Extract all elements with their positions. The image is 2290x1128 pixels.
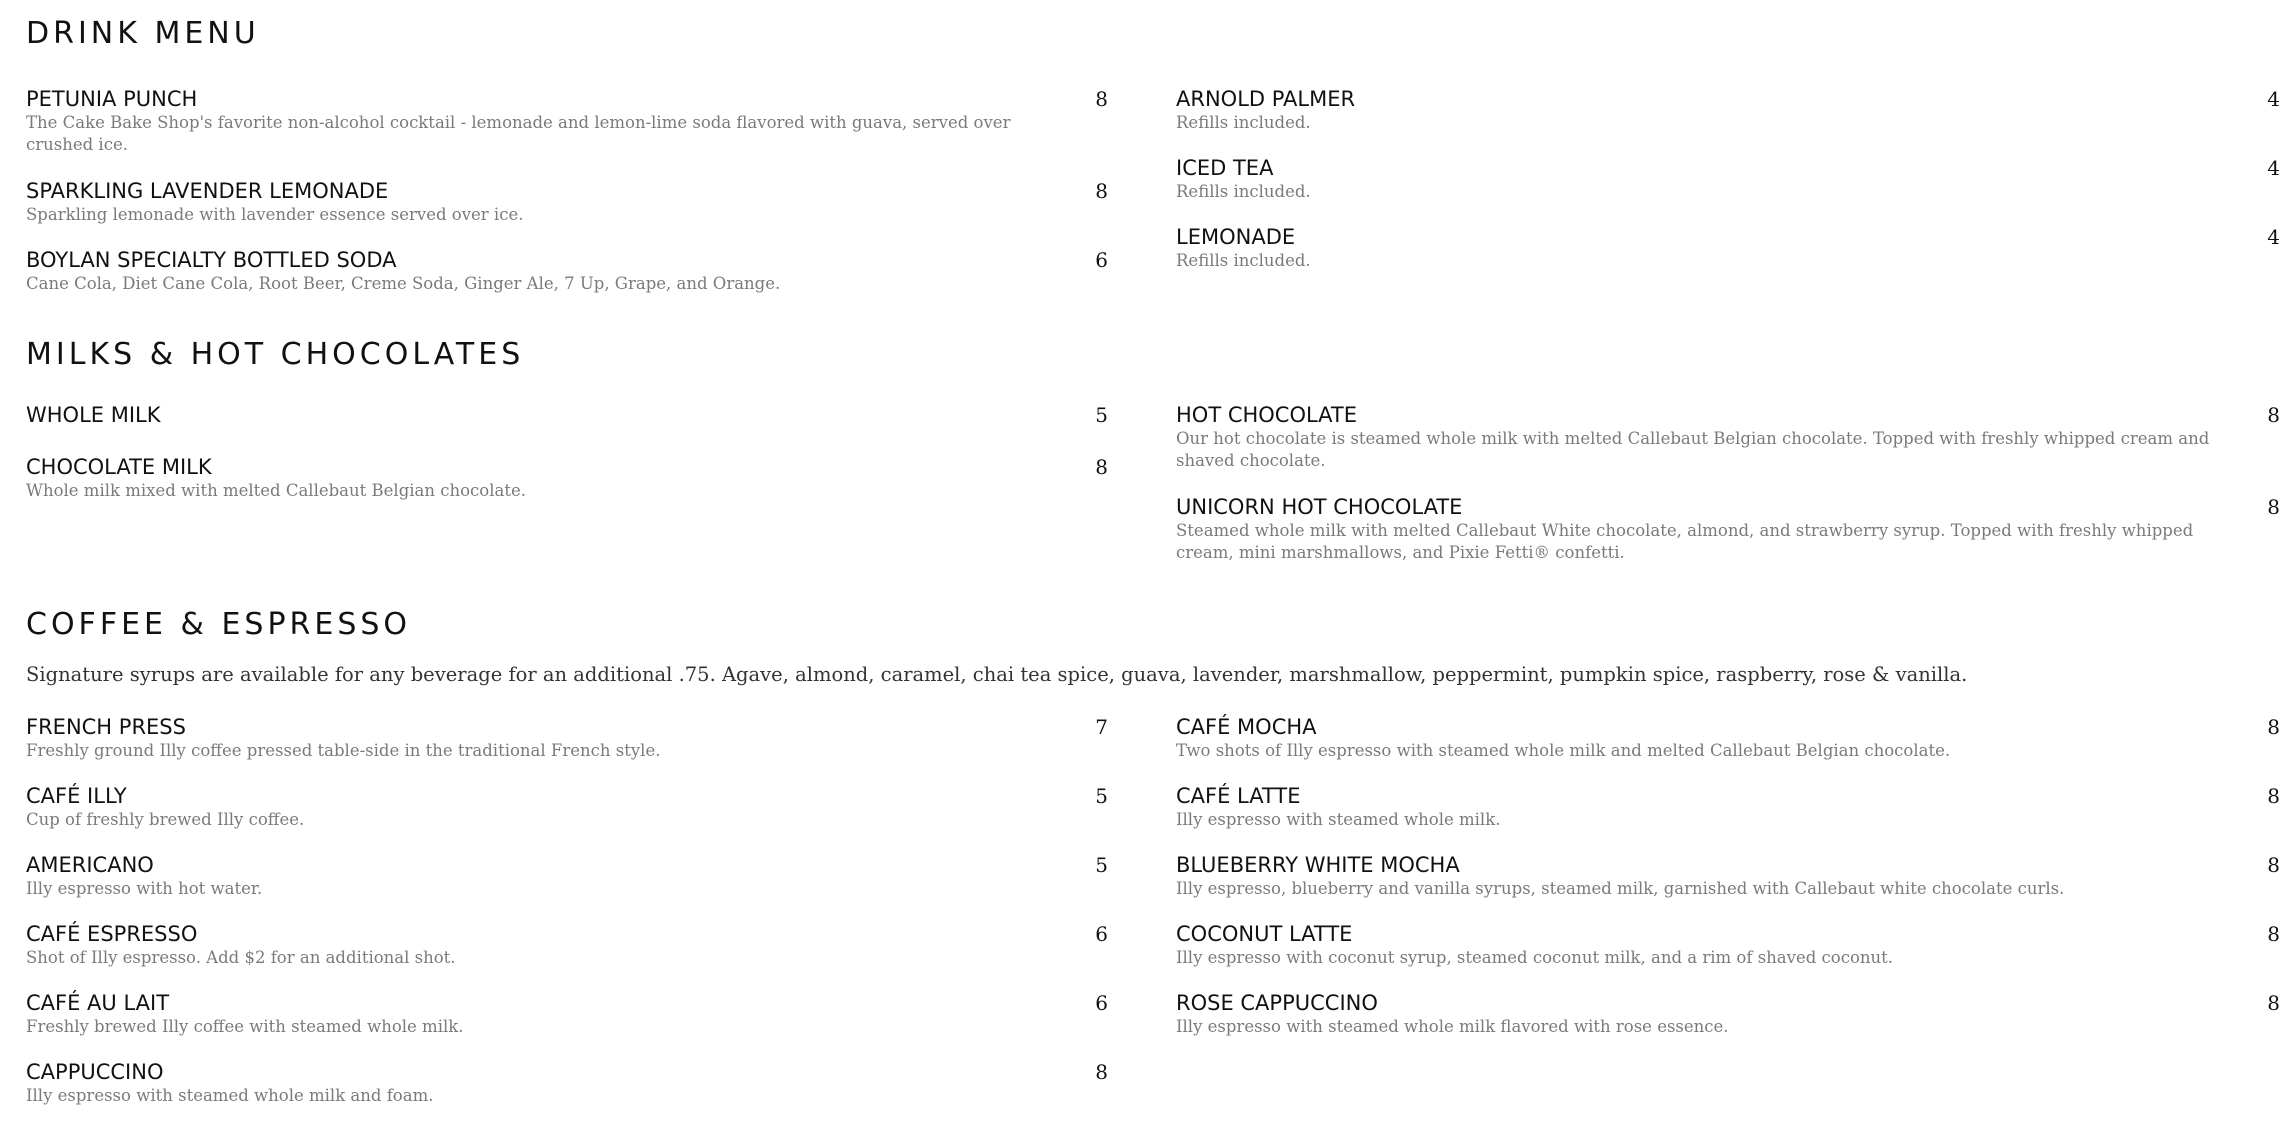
menu-item <box>26 714 1108 762</box>
item-description: The Cake Bake Shop's favorite non-alcohol cocktail - lemonade and lemon-lime soda flavored with guava, served over crushed ice. <box>26 113 1011 154</box>
item-price: 8 <box>2267 495 2280 519</box>
menu-item <box>1176 402 2280 472</box>
item-price: 8 <box>1095 1060 1108 1084</box>
item-description: Illy espresso, blueberry and vanilla syrups, steamed milk, garnished with Callebaut white chocolate curls. <box>1176 879 2065 898</box>
item-price: 8 <box>2267 403 2280 427</box>
item-description: Our hot chocolate is steamed whole milk with melted Callebaut Belgian chocolate. Topped with freshly whipped cream and shaved chocolate. <box>1176 429 2210 470</box>
section-title: COFFEE & ESPRESSO <box>26 607 412 642</box>
item-description: Shot of Illy espresso. Add $2 for an additional shot. <box>26 948 456 967</box>
menu-item <box>26 402 1108 428</box>
menu-item <box>26 247 1108 295</box>
item-name: LEMONADE <box>1176 225 1296 249</box>
item-description: Freshly brewed Illy coffee with steamed whole milk. <box>26 1017 464 1036</box>
section-title: MILKS & HOT CHOCOLATES <box>26 337 525 372</box>
item-price: 8 <box>2267 853 2280 877</box>
item-price: 8 <box>2267 922 2280 946</box>
item-price: 5 <box>1095 853 1108 877</box>
item-description: Refills included. <box>1176 113 1311 132</box>
item-name: ICED TEA <box>1176 156 1274 180</box>
item-name: WHOLE MILK <box>26 403 161 427</box>
item-name: HOT CHOCOLATE <box>1176 403 1358 427</box>
menu-item <box>1176 224 2280 272</box>
item-name: SPARKLING LAVENDER LEMONADE <box>26 179 389 203</box>
menu-item <box>1176 921 2280 969</box>
item-name: BOYLAN SPECIALTY BOTTLED SODA <box>26 248 397 272</box>
menu-item <box>26 86 1108 156</box>
item-name: CAFÉ LATTE <box>1176 784 1301 808</box>
item-price: 5 <box>1095 403 1108 427</box>
menu-item <box>26 783 1108 831</box>
item-price: 4 <box>2267 87 2280 111</box>
item-description: Illy espresso with coconut syrup, steamed coconut milk, and a rim of shaved coconut. <box>1176 948 1894 967</box>
item-name: AMERICANO <box>26 853 154 877</box>
item-name: PETUNIA PUNCH <box>26 87 198 111</box>
item-name: COCONUT LATTE <box>1176 922 1353 946</box>
item-price: 6 <box>1095 991 1108 1015</box>
menu-item <box>1176 155 2280 203</box>
item-price: 8 <box>1095 455 1108 479</box>
item-description: Illy espresso with steamed whole milk flavored with rose essence. <box>1176 1017 1729 1036</box>
menu-item <box>1176 990 2280 1038</box>
item-price: 6 <box>1095 922 1108 946</box>
item-description: Illy espresso with steamed whole milk. <box>1176 810 1501 829</box>
item-description: Refills included. <box>1176 251 1311 270</box>
menu-item <box>1176 783 2280 831</box>
item-price: 6 <box>1095 248 1108 272</box>
menu-item <box>1176 714 2280 762</box>
syrups-note: Signature syrups are available for any beverage for an additional .75. Agave, almond, caramel, chai tea spice, guava, lavender, marshmallow, peppermint, pumpkin spice, raspberry, rose & vanilla. <box>26 663 1968 686</box>
item-name: ARNOLD PALMER <box>1176 87 1356 111</box>
item-price: 4 <box>2267 156 2280 180</box>
item-price: 8 <box>2267 715 2280 739</box>
item-name: CAPPUCCINO <box>26 1060 164 1084</box>
item-description: Sparkling lemonade with lavender essence served over ice. <box>26 205 524 224</box>
menu-item <box>1176 494 2280 564</box>
item-price: 8 <box>2267 784 2280 808</box>
menu-item <box>26 178 1108 226</box>
item-description: Cane Cola, Diet Cane Cola, Root Beer, Creme Soda, Ginger Ale, 7 Up, Grape, and Orange. <box>26 274 781 293</box>
item-name: CAFÉ ILLY <box>26 784 127 808</box>
item-price: 8 <box>1095 87 1108 111</box>
item-name: FRENCH PRESS <box>26 715 186 739</box>
item-name: CAFÉ MOCHA <box>1176 715 1317 739</box>
item-name: CHOCOLATE MILK <box>26 455 212 479</box>
section-title: DRINK MENU <box>26 16 260 51</box>
item-name: ROSE CAPPUCCINO <box>1176 991 1378 1015</box>
item-description: Illy espresso with hot water. <box>26 879 263 898</box>
menu-item <box>1176 86 2280 134</box>
menu-item <box>26 1059 1108 1107</box>
menu-item <box>26 454 1108 502</box>
item-price: 4 <box>2267 225 2280 249</box>
item-name: CAFÉ AU LAIT <box>26 991 170 1015</box>
menu-item <box>1176 852 2280 900</box>
item-price: 7 <box>1095 715 1108 739</box>
item-description: Two shots of Illy espresso with steamed whole milk and melted Callebaut Belgian chocolate. <box>1176 741 1951 760</box>
item-description: Steamed whole milk with melted Callebaut White chocolate, almond, and strawberry syrup. Topped with freshly whipped cream, mini marshmallows, and Pixie Fetti® confetti. <box>1176 521 2194 562</box>
item-name: UNICORN HOT CHOCOLATE <box>1176 495 1463 519</box>
item-description: Freshly ground Illy coffee pressed table-side in the traditional French style. <box>26 741 661 760</box>
menu-item <box>26 852 1108 900</box>
item-name: BLUEBERRY WHITE MOCHA <box>1176 853 1460 877</box>
menu-item <box>26 921 1108 969</box>
item-price: 8 <box>1095 179 1108 203</box>
item-price: 8 <box>2267 991 2280 1015</box>
menu-item <box>26 990 1108 1038</box>
item-price: 5 <box>1095 784 1108 808</box>
item-description: Illy espresso with steamed whole milk and foam. <box>26 1086 434 1105</box>
item-name: CAFÉ ESPRESSO <box>26 922 198 946</box>
item-description: Refills included. <box>1176 182 1311 201</box>
item-description: Whole milk mixed with melted Callebaut Belgian chocolate. <box>26 481 526 500</box>
item-description: Cup of freshly brewed Illy coffee. <box>26 810 305 829</box>
